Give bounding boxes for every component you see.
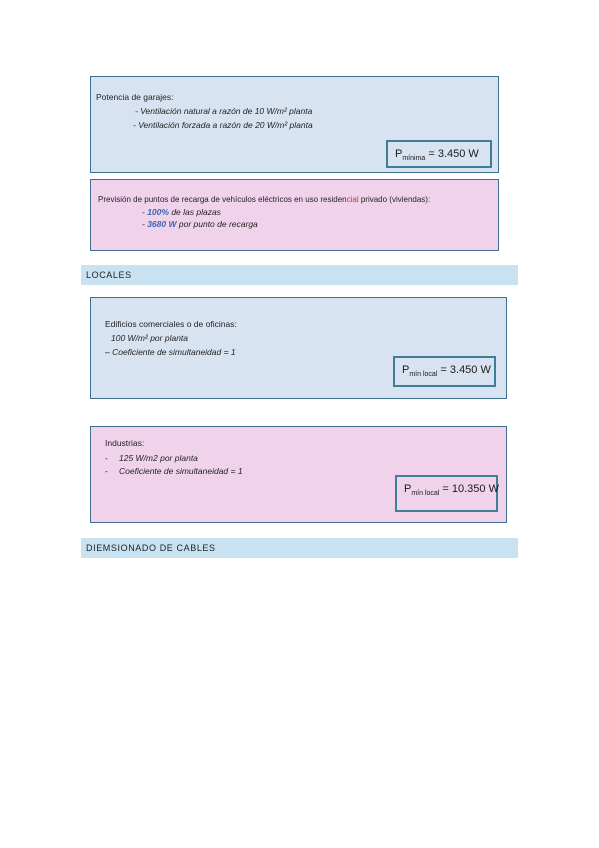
section-heading-locales: LOCALES <box>81 265 518 285</box>
garajes-title: Potencia de garajes: <box>96 92 174 102</box>
recarga-title-highlight: cial <box>346 195 359 204</box>
recarga-item-potencia-dash: - <box>142 219 148 229</box>
industrias-result-value: = 10.350 W <box>439 483 499 495</box>
recarga-item-plazas-dash: - <box>142 207 148 217</box>
oficinas-item-coeficiente: – Coeficiente de simultaneidad = 1 <box>105 347 236 357</box>
industrias-item-potencia: 125 W/m2 por planta <box>119 453 198 463</box>
recarga-title <box>98 194 430 206</box>
oficinas-result-subscript: mín local <box>409 371 438 378</box>
recarga-item-plazas <box>142 206 221 218</box>
industrias-bullet-2: - <box>105 466 108 476</box>
garajes-result <box>386 140 492 168</box>
garajes-item-forzada: - Ventilación forzada a razón de 20 W/m² planta <box>133 120 313 130</box>
oficinas-title: Edificios comerciales o de oficinas: <box>105 319 237 329</box>
recarga-item-potencia-highlight: 3680 W <box>147 219 177 229</box>
industrias-title: Industrias: <box>105 438 145 448</box>
garajes-result-symbol: P <box>395 148 403 160</box>
section-heading-cables: DIEMSIONADO DE CABLES <box>81 538 518 558</box>
garajes-result-subscript: mínima <box>402 155 426 162</box>
recarga-item-potencia <box>142 218 258 230</box>
recarga-item-potencia-text: por punto de recarga <box>176 219 258 229</box>
industrias-item-coeficiente: Coeficiente de simultaneidad = 1 <box>119 466 243 476</box>
industrias-bullet-1: - <box>105 453 108 463</box>
recarga-title-end: privado (viviendas): <box>358 195 431 204</box>
recarga-item-plazas-text: de las plazas <box>168 207 221 217</box>
industrias-box <box>90 426 507 523</box>
industrias-result-subscript: mín local <box>411 490 440 497</box>
garajes-box <box>90 76 499 173</box>
recarga-title-text: Previsión de puntos de recarga de vehículos eléctricos en uso residen <box>98 195 347 204</box>
recarga-box <box>90 179 499 251</box>
oficinas-result-symbol: P <box>402 364 410 376</box>
garajes-result-value: = 3.450 W <box>425 148 479 160</box>
industrias-result <box>395 475 498 512</box>
industrias-result-symbol: P <box>404 483 412 495</box>
oficinas-result-value: = 3.450 W <box>437 364 491 376</box>
oficinas-item-potencia: 100 W/m² por planta <box>111 333 189 343</box>
recarga-item-plazas-highlight: 100% <box>147 207 169 217</box>
oficinas-box <box>90 297 507 399</box>
garajes-item-natural: - Ventilación natural a razón de 10 W/m² planta <box>135 106 313 116</box>
oficinas-result <box>393 356 496 387</box>
